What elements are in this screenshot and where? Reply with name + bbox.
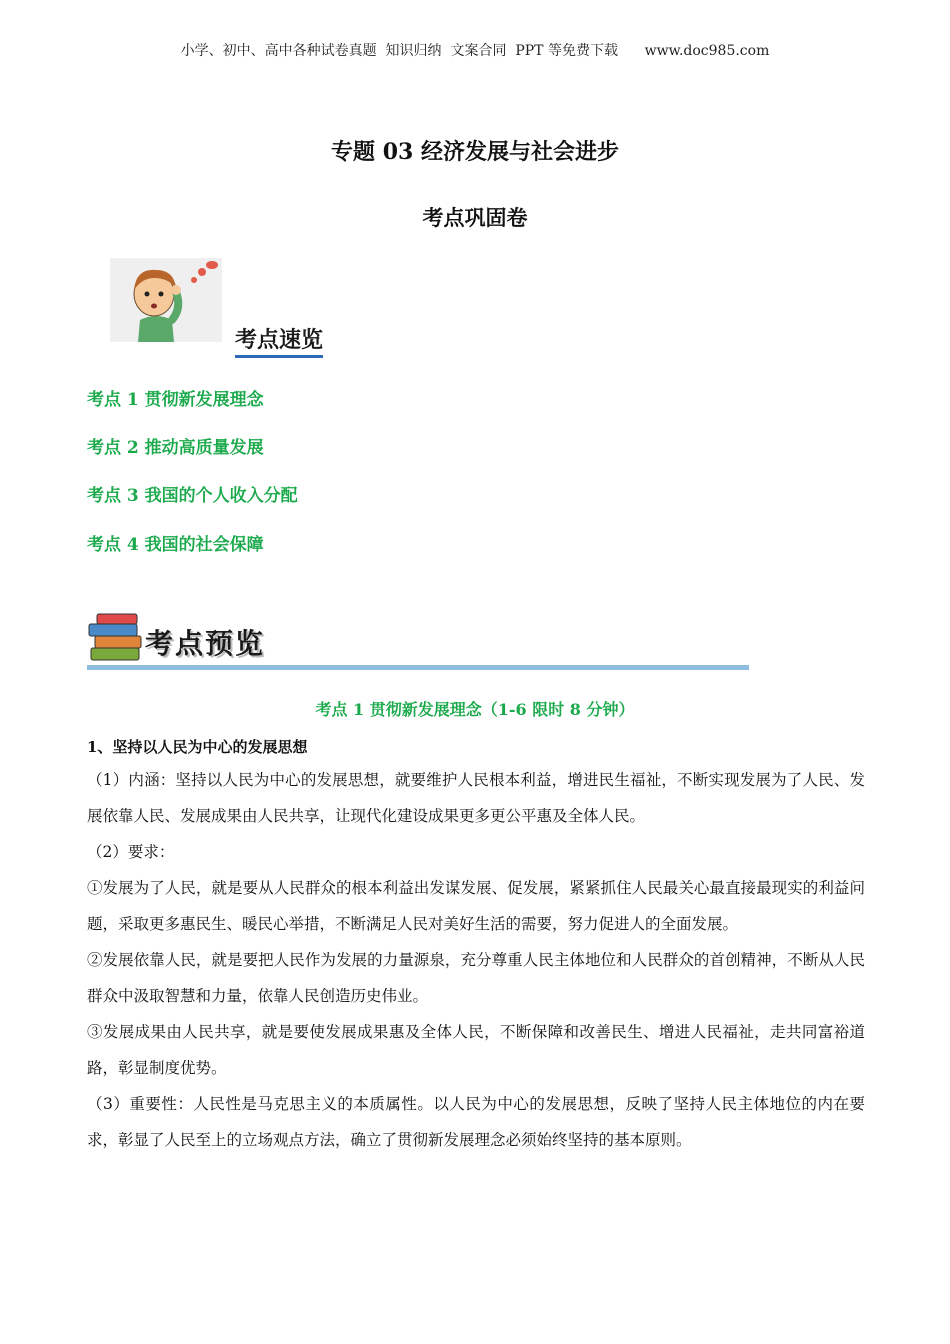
banner-title: 考点预览 <box>145 627 266 660</box>
section-body <box>87 762 865 1158</box>
thinking-boy-illustration <box>110 258 222 342</box>
section-title: 考点 1 贯彻新发展理念（1-6 限时 8 分钟） <box>315 700 635 719</box>
subsection-heading: 1、坚持以人民为中心的发展思想 <box>87 738 308 756</box>
page-header: 小学、初中、高中各种试卷真题 知识归纳 文案合同 PPT 等免费下载 www.doc985.com <box>180 43 770 59</box>
document-subtitle: 考点巩固卷 <box>422 205 528 230</box>
overview-point-1: 考点 1 贯彻新发展理念 <box>87 390 264 410</box>
paragraph-requirement-1: ①发展为了人民，就是要从人民群众的根本利益出发谋发展、促发展，紧紧抓住人民最关心最直接最现实的利益问题，采取更多惠民生、暖民心举措，不断满足人民对美好生活的需要，努力促进人的全面发展。 <box>87 879 865 933</box>
paragraph-connotation: （1）内涵：坚持以人民为中心的发展思想，就要维护人民根本利益，增进民生福祉，不断实现发展为了人民、发展依靠人民、发展成果由人民共享，让现代化建设成果更多更公平惠及全体人民。 <box>87 771 865 825</box>
overview-point-4: 考点 4 我国的社会保障 <box>87 535 264 555</box>
document-title: 专题 03 经济发展与社会进步 <box>331 139 619 165</box>
preview-banner <box>87 608 749 674</box>
overview-point-2: 考点 2 推动高质量发展 <box>87 438 264 458</box>
paragraph-requirement-2: ②发展依靠人民，就是要把人民作为发展的力量源泉，充分尊重人民主体地位和人民群众的首创精神，不断从人民群众中汲取智慧和力量，依靠人民创造历史伟业。 <box>87 951 865 1005</box>
paragraph-importance: （3）重要性：人民性是马克思主义的本质属性。以人民为中心的发展思想，反映了坚持人民主体地位的内在要求，彰显了人民至上的立场观点方法，确立了贯彻新发展理念必须始终坚持的基本原则。 <box>87 1095 865 1149</box>
paragraph-requirement-3: ③发展成果由人民共享，就是要使发展成果惠及全体人民，不断保障和改善民生、增进人民福祉，走共同富裕道路，彰显制度优势。 <box>87 1023 865 1077</box>
overview-point-3: 考点 3 我国的个人收入分配 <box>87 486 298 506</box>
overview-heading: 考点速览 <box>235 327 323 358</box>
paragraph-requirements: （2）要求： <box>87 843 175 861</box>
